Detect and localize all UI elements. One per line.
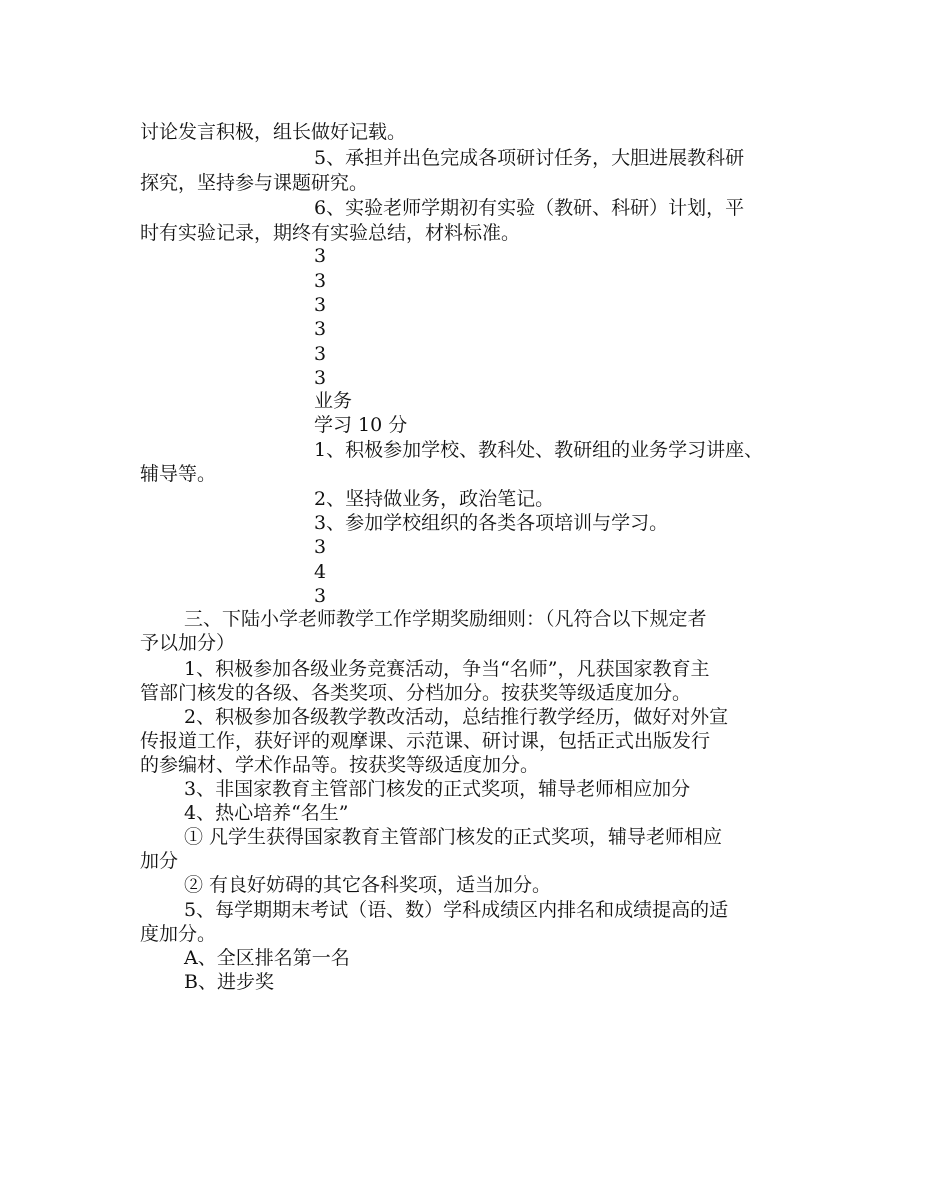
score-value: 3 (314, 270, 327, 292)
score-value: 4 (314, 561, 327, 583)
score-value: 3 (314, 536, 327, 558)
text-line: 加分 (140, 850, 179, 872)
text-line: 管部门核发的各级、各类奖项、分档加分。按获奖等级适度加分。 (140, 682, 692, 704)
text-line: 探究，坚持参与课题研究。 (140, 172, 369, 194)
text-line: 2、积极参加各级教学教改活动，总结推行教学经历，做好对外宣 (184, 706, 729, 728)
score-value: 3 (314, 585, 327, 607)
text-line: ② 有良好妨碍的其它各科奖项，适当加分。 (184, 874, 552, 896)
text-line: 4、热心培养“名生” (184, 802, 349, 824)
text-line: 3、参加学校组织的各类各项培训与学习。 (314, 512, 669, 534)
text-line: 的参编材、学术作品等。按获奖等级适度加分。 (140, 754, 540, 776)
score-value: 3 (314, 318, 327, 340)
section-heading: 三、下陆小学老师教学工作学期奖励细则：（凡符合以下规定者 (184, 608, 707, 630)
text-line: 3、非国家教育主管部门核发的正式奖项，辅导老师相应加分 (184, 778, 691, 800)
text-line: 时有实验记录，期终有实验总结，材料标准。 (140, 222, 521, 244)
text-line: 6、实验老师学期初有实验（教研、科研）计划，平 (314, 197, 745, 219)
section-label: 业务 (314, 390, 353, 412)
text-line: 度加分。 (140, 923, 217, 945)
score-value: 3 (314, 343, 327, 365)
text-line: 5、承担并出色完成各项研讨任务，大胆进展教科研 (314, 147, 745, 169)
score-value: 3 (314, 294, 327, 316)
text-line: 予以加分） (140, 632, 236, 654)
score-value: 3 (314, 367, 327, 389)
score-value: 3 (314, 245, 327, 267)
text-line: B、进步奖 (184, 971, 274, 993)
text-line: 5、每学期期末考试（语、数）学科成绩区内排名和成绩提高的适 (184, 899, 729, 921)
section-label: 学习 10 分 (314, 414, 408, 436)
text-line: 2、坚持做业务，政治笔记。 (314, 488, 555, 510)
text-line: 1、积极参加各级业务竞赛活动，争当“名师”，凡获国家教育主 (184, 658, 710, 680)
text-line: 1、积极参加学校、教科处、教研组的业务学习讲座、 (314, 439, 764, 461)
text-line: 传报道工作，获好评的观摩课、示范课、研讨课，包括正式出版发行 (140, 730, 711, 752)
text-line: ① 凡学生获得国家教育主管部门核发的正式奖项，辅导老师相应 (184, 826, 723, 848)
text-line: 讨论发言积极，组长做好记载。 (140, 121, 407, 143)
text-line: 辅导等。 (140, 463, 217, 485)
text-line: A、全区排名第一名 (184, 947, 350, 969)
